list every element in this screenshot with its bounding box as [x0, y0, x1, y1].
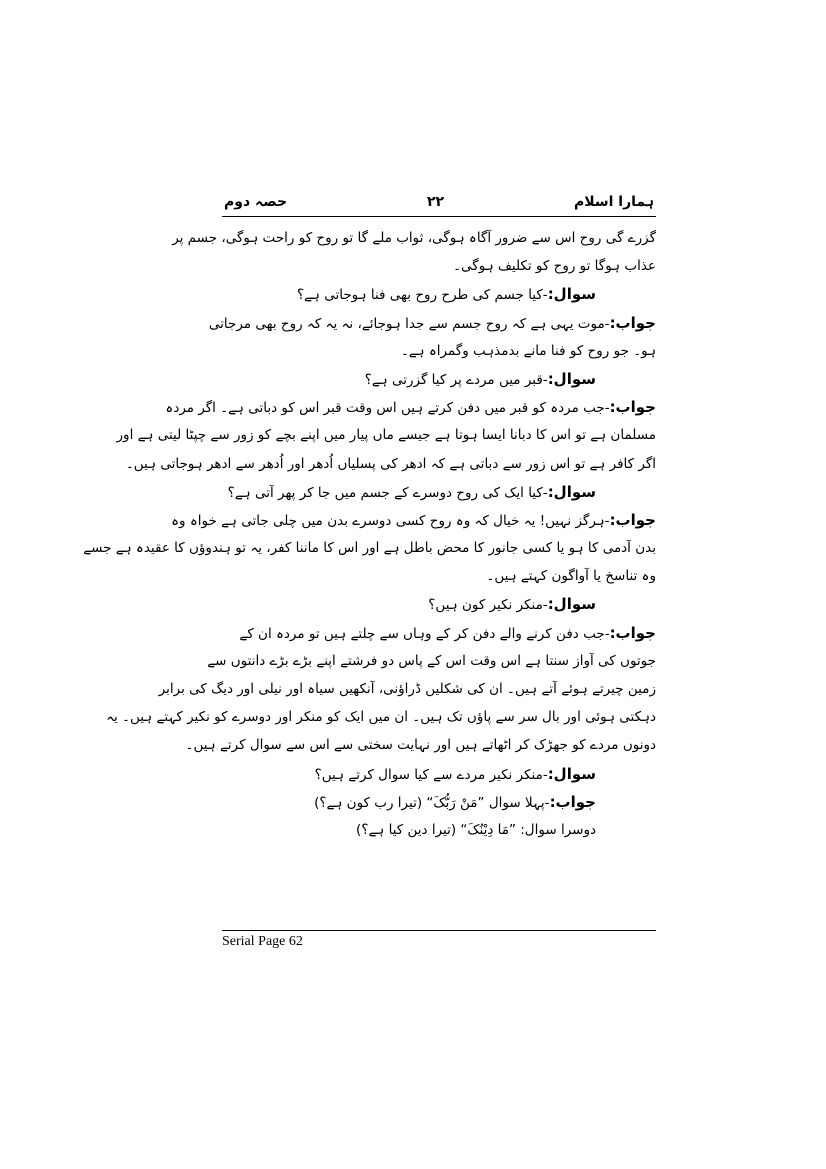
book-title: ہمارا اسلام: [573, 194, 654, 210]
page-header: [222, 194, 656, 216]
line-text: -قبر میں مردے پر کیا گزرتی ہے؟: [364, 371, 548, 388]
line-text: وہ تناسخ یا آواگون کہتے ہیں۔: [486, 568, 656, 585]
line-text: دوسرا سوال: ”مَا دِیْنُکَ“ (تیرا دین کیا ہے؟): [356, 821, 596, 838]
text-line: [165, 393, 656, 421]
text-line: [222, 590, 656, 618]
text-line: [222, 562, 656, 590]
text-line: [222, 337, 656, 365]
line-text: دہکتی ہوئی اور بال سر سے پاؤں تک ہیں۔ ان میں ایک کو منکر اور دوسرے کو نکیر کہتے ہیں۔ یہ: [106, 709, 656, 726]
text-line: [158, 675, 656, 703]
text-line: [222, 816, 656, 844]
line-text: -منکر نکیر کون ہیں؟: [428, 597, 548, 614]
line-text: -کیا ایک کی روح دوسرے کے جسم میں جا کر پھر آتی ہے؟: [227, 484, 548, 501]
serial-page-footer: Serial Page 62: [222, 934, 303, 949]
question-label: سوال:: [547, 482, 596, 501]
question-label: سوال:: [547, 764, 596, 783]
text-line: [185, 731, 656, 759]
question-label: سوال:: [547, 285, 596, 304]
text-line: [171, 506, 656, 534]
text-line: [207, 647, 656, 675]
line-text: -موت یہی ہے کہ روح جسم سے جدا ہوجائے، نہ یہ کہ روح بھی مرجاتی: [208, 315, 610, 332]
line-text: ہو۔ جو روح کو فنا مانے بدمذہب وگمراہ ہے۔: [400, 342, 656, 359]
text-line: [222, 619, 656, 647]
text-line: [222, 760, 656, 788]
line-text: زمین چیرتے ہوئے آتے ہیں۔ ان کی شکلیں ڈراؤنی، آنکھیں سیاہ اور نیلی اور دیگ کی برابر: [158, 681, 656, 697]
text-line: [222, 280, 656, 308]
answer-label: جواب:: [609, 313, 656, 332]
line-text: عذاب ہوگا تو روح کو تکلیف ہوگی۔: [453, 258, 656, 275]
text-line: [208, 309, 656, 337]
header-rule: [222, 216, 656, 217]
text-line: [222, 788, 656, 816]
question-label: سوال:: [547, 369, 596, 388]
text-line: [83, 534, 656, 562]
text-line: [172, 224, 656, 252]
line-text: مسلمان ہے تو اس کا دبانا ایسا ہوتا ہے جیسے ماں پیار میں اپنے بچے کو زور سے چپٹا لیتی ہے اور: [116, 427, 656, 444]
line-text: گزرے گی روح اس سے ضرور آگاہ ہوگی، ثواب ملے گا تو روح کو راحت ہوگی، جسم پر: [172, 230, 656, 246]
line-text: بدن آدمی کا ہو یا کسی جانور کا محض باطل ہے اور اس کا ماننا کفر، یہ تو ہندوؤں کا عقیدہ ہے جسے: [83, 540, 656, 557]
footer-rule: [222, 930, 656, 931]
line-text: -منکر نکیر مردے سے کیا سوال کرتے ہیں؟: [314, 766, 548, 783]
line-text: اگر کافر ہے تو اس زور سے دباتی ہے کہ ادھر کی پسلیاں اُدھر اور اُدھر سے ادھر ہوجاتی ہیں۔: [125, 455, 656, 472]
body-text: [83, 224, 656, 844]
question-label: سوال:: [547, 595, 596, 614]
text-line: [222, 478, 656, 506]
text-line: [125, 450, 656, 478]
answer-label: جواب:: [549, 792, 596, 811]
line-text: -ہرگز نہیں! یہ خیال کہ وہ روح کسی دوسرے بدن میں چلی جاتی ہے خواہ وہ: [171, 512, 610, 529]
part-label: حصہ دوم: [224, 194, 288, 210]
page-number: ۲۲: [427, 194, 445, 210]
text-line: [116, 421, 656, 449]
line-text: -کیا جسم کی طرح روح بھی فنا ہوجاتی ہے؟: [296, 287, 548, 304]
answer-label: جواب:: [609, 623, 656, 642]
line-text: -جب دفن کرنے والے دفن کر کے وہاں سے چلتے ہیں تو مردہ ان کے: [239, 625, 610, 642]
line-text: جوتوں کی آواز سنتا ہے اس وقت اس کے پاس دو فرشتے اپنے بڑے بڑے دانتوں سے: [207, 652, 656, 669]
line-text: دونوں مردے کو جھڑک کر اٹھاتے ہیں اور نہایت سختی سے اس سے سوال کرتے ہیں۔: [185, 737, 656, 754]
answer-label: جواب:: [609, 510, 656, 529]
text-line: [222, 252, 656, 280]
line-text: -پہلا سوال ”مَنْ رَبُّکَ“ (تیرا رب کون ہے؟): [314, 794, 550, 811]
text-line: [222, 365, 656, 393]
line-text: -جب مردہ کو قبر میں دفن کرتے ہیں اس وقت قبر اس کو دباتی ہے۔ اگر مردہ: [165, 400, 610, 417]
text-line: [106, 703, 656, 731]
answer-label: جواب:: [609, 398, 656, 417]
